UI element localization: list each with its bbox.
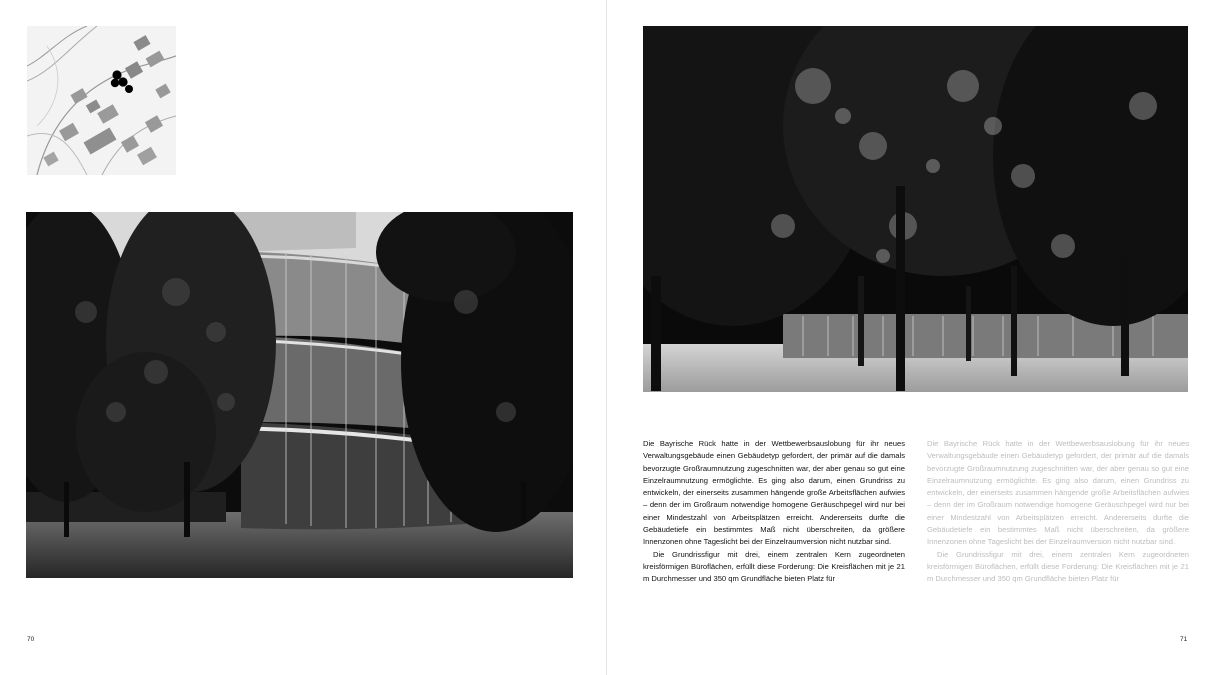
left-page — [0, 0, 606, 675]
site-plan-image — [27, 26, 176, 175]
page-number: 70 — [27, 636, 35, 643]
body-paragraph: Die Bayrische Rück hatte in der Wettbewerbsauslobung für ihr neues Verwaltungsgebäude einen Gebäudetyp gefordert, der primär auf die damals bevorzugte Großraumnutzung zugeschnitten war, der aber genau so gut eine Einzelraumnutzung ermöglichte. Es ging also darum, einen Grundriss zu entwickeln, der einerseits zusammen hängende große Arbeitsflächen aufwies – denn der im Großraum notwendige homogene Geräuschpegel wird nur bei einer Mindestzahl von Arbeitsplätzen erreicht. Andererseits durfte die Gebäudetiefe ein bestimmtes Maß nicht überschreiten, da größere Innenzonen ohne Tageslicht bei der Einzelraumversion nicht nutzbar sind. — [643, 439, 905, 547]
body-text-column — [643, 438, 905, 586]
page-number: 71 — [1180, 636, 1188, 643]
body-paragraph: Die Bayrische Rück hatte in der Wettbewerbsauslobung für ihr neues Verwaltungsgebäude einen Gebäudetyp gefordert, der primär auf die damals bevorzugte Großraumnutzung zugeschnitten war, der aber genau so gut eine Einzelraumnutzung ermöglichte. Es ging also darum, einen Grundriss zu entwickeln, der einerseits zusammen hängende große Arbeitsflächen aufwies – denn der im Großraum notwendige homogene Geräuschpegel wird nur bei einer Mindestzahl von Arbeitsplätzen erreicht. Andererseits durfte die Gebäudetiefe ein bestimmtes Maß nicht überschreiten, da größere Innenzonen ohne Tageslicht bei der Einzelraumversion nicht nutzbar sind. — [927, 439, 1189, 547]
building-photo — [26, 212, 573, 578]
trees-photo — [643, 26, 1188, 392]
translation-text-column — [927, 438, 1189, 586]
body-paragraph: Die Grundrissfigur mit drei, einem zentralen Kern zugeordneten kreisförmigen Büroflächen, erfüllt diese Forderung: Die Kreisflächen mit je 21 m Durchmesser und 350 qm Grundfläche bieten Platz für — [643, 549, 905, 584]
body-paragraph: Die Grundrissfigur mit drei, einem zentralen Kern zugeordneten kreisförmigen Büroflächen, erfüllt diese Forderung: Die Kreisflächen mit je 21 m Durchmesser und 350 qm Grundfläche bieten Platz für — [927, 549, 1189, 584]
